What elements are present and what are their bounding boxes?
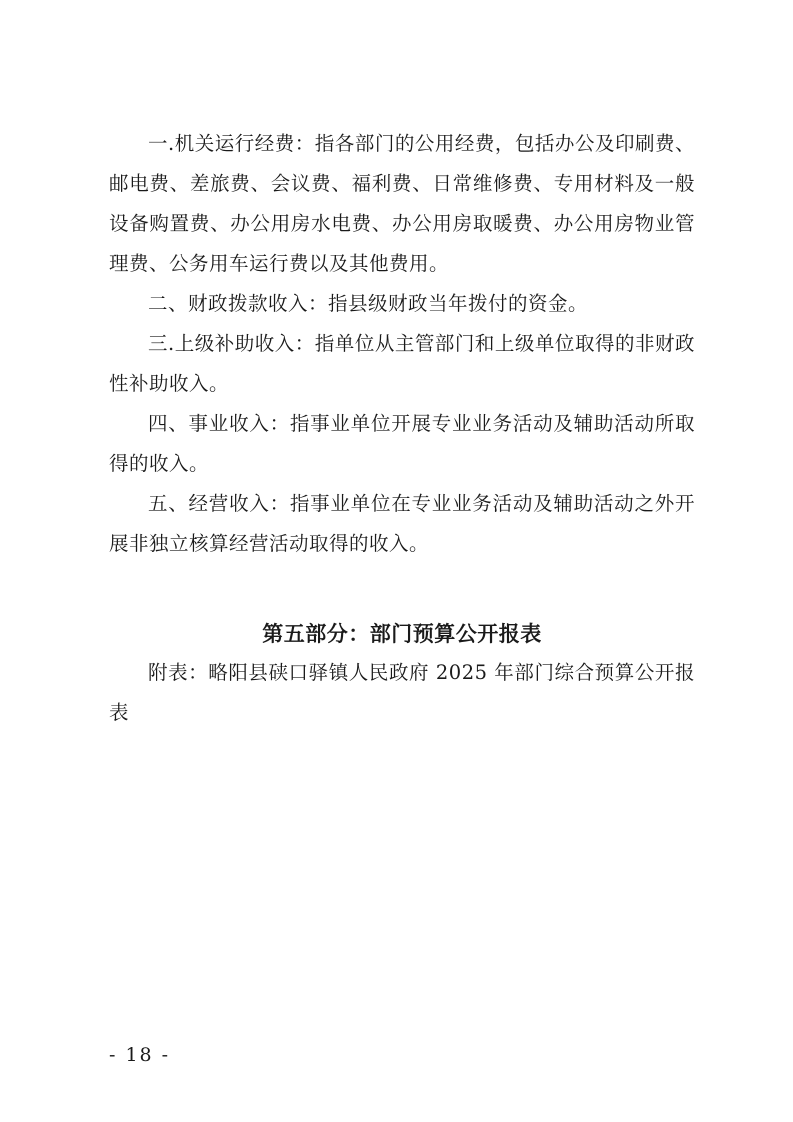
paragraph-superior-subsidy: 三.上级补助收入：指单位从主管部门和上级单位取得的非财政性补助收入。: [109, 332, 695, 395]
page-number: - 18 -: [109, 1044, 171, 1066]
paragraph-operating-expenses: 一.机关运行经费：指各部门的公用经费，包括办公及印刷费、邮电费、差旅费、会议费、福利费、日常维修费、专用材料及一般设备购置费、办公用房水电费、办公用房取暖费、办公用房物业管理费、公务用车运行费以及其他费用。: [109, 132, 695, 275]
appendix-note: 附表：略阳县硖口驿镇人民政府 2025 年部门综合预算公开报表: [109, 661, 695, 724]
definitions-body: [109, 124, 695, 564]
paragraph-operating-income: 五、经营收入：指事业单位在专业业务活动及辅助活动之外开展非独立核算经营活动取得的收入。: [109, 492, 695, 555]
section-title: 第五部分：部门预算公开报表: [262, 621, 542, 646]
paragraph-business-income: 四、事业收入：指事业单位开展专业业务活动及辅助活动所取得的收入。: [109, 412, 695, 475]
paragraph-fiscal-appropriation: 二、财政拨款收入：指县级财政当年拨付的资金。: [148, 292, 589, 315]
